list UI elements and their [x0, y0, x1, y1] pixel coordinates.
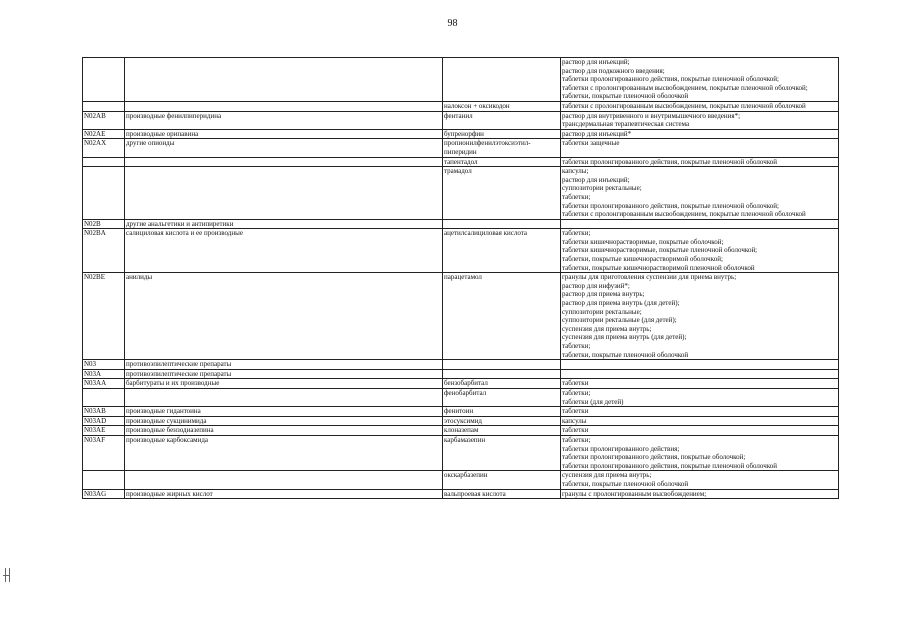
dosage-form-line: суппозитории ректальные (для детей); [562, 316, 677, 325]
group-name-cell: производные фенилпиперидина [125, 111, 443, 129]
drug-name-cell: налоксон + оксикодон [443, 101, 561, 111]
dosage-form-line: таблетки с пролонгированным высвобождением, покрытые пленочной оболочкой [562, 101, 806, 110]
dosage-form-line: таблетки, покрытые пленочной оболочкой [562, 350, 689, 359]
atc-code-cell: N02BA [83, 229, 125, 273]
dosage-forms-cell [561, 273, 839, 360]
dosage-form-line: раствор для внутривенного и внутримышечного введения*; [562, 111, 741, 120]
dosage-form-line: раствор для приема внутрь; [562, 290, 645, 299]
group-name-cell: салициловая кислота и ее производные [125, 229, 443, 273]
table-row [83, 379, 839, 389]
atc-code-cell [83, 58, 125, 102]
group-name-cell [125, 101, 443, 111]
drug-name-cell: этосуксимид [443, 416, 561, 426]
drug-name-cell: тапентадол [443, 157, 561, 167]
drug-name-cell: фенобарбитал [443, 388, 561, 406]
dosage-form-line: таблетки [562, 407, 589, 416]
atc-code-cell: N02AE [83, 129, 125, 139]
dosage-form-line: таблетки с пролонгированным высвобождением, покрытые пленочной оболочкой; [562, 83, 808, 92]
drug-name-cell: бупренорфин [443, 129, 561, 139]
dosage-form-line: таблетки; [562, 388, 591, 397]
table-row [83, 369, 839, 379]
atc-code-cell: N03AA [83, 379, 125, 389]
drug-name-cell [443, 58, 561, 102]
dosage-form-line: раствор для инъекций; [562, 58, 630, 66]
table-row [83, 139, 839, 157]
drug-name-cell [443, 219, 561, 229]
dosage-form-line: таблетки кишечнорастворимые, покрытые пленочной оболочкой; [562, 246, 758, 255]
atc-code-cell [83, 388, 125, 406]
dosage-form-line: капсулы [562, 416, 587, 425]
atc-code-cell: N03AD [83, 416, 125, 426]
dosage-form-line: таблетки (для детей) [562, 397, 624, 406]
table-row [83, 219, 839, 229]
dosage-form-line: таблетки; [562, 192, 591, 201]
table-row [83, 360, 839, 370]
dosage-form-line: таблетки; [562, 229, 591, 238]
dosage-forms-cell [561, 139, 839, 157]
drug-name-cell: вальпроевая кислота [443, 489, 561, 499]
table-row [83, 229, 839, 273]
drug-name-cell: фентанил [443, 111, 561, 129]
dosage-form-line: таблетки кишечнорастворимые, покрытые оболочкой; [562, 237, 724, 246]
group-name-cell: производные карбоксамида [125, 435, 443, 470]
table-row [83, 435, 839, 470]
group-name-cell: производные орипавина [125, 129, 443, 139]
table-row [83, 58, 839, 102]
table-body [83, 58, 839, 499]
dosage-form-line: суспензия для приема внутрь; [562, 471, 652, 480]
atc-code-cell: N03AB [83, 407, 125, 417]
dosage-form-line: таблетки пролонгированного действия; [562, 444, 680, 453]
dosage-forms-cell [561, 388, 839, 406]
dosage-form-line: таблетки пролонгированного действия, покрытые пленочной оболочкой; [562, 201, 779, 210]
dosage-forms-cell [561, 435, 839, 470]
dosage-forms-cell [561, 229, 839, 273]
dosage-form-line: капсулы; [562, 167, 589, 176]
table-row [83, 388, 839, 406]
dosage-form-line: таблетки; [562, 435, 591, 444]
drug-name-cell: парацетамол [443, 273, 561, 360]
drug-name-cell: бензобарбитал [443, 379, 561, 389]
atc-code-cell [83, 471, 125, 489]
atc-code-cell [83, 101, 125, 111]
group-name-cell [125, 471, 443, 489]
group-name-cell: анилиды [125, 273, 443, 360]
dosage-form-line: суппозитории ректальные; [562, 307, 642, 316]
atc-code-cell: N02BE [83, 273, 125, 360]
binding-mark-tick [3, 575, 10, 576]
table-row [83, 426, 839, 436]
dosage-form-line: раствор для подкожного введения; [562, 66, 665, 75]
table-row [83, 489, 839, 499]
group-name-cell: противоэпилептические препараты [125, 369, 443, 379]
table-row [83, 416, 839, 426]
dosage-form-line: таблетки защечные [562, 139, 620, 148]
dosage-form-line: таблетки пролонгированного действия, покрытые пленочной оболочкой [562, 157, 778, 166]
dosage-form-line: таблетки, покрытые кишечнорастворимой оболочкой; [562, 255, 723, 264]
dosage-form-line: раствор для инъекций* [562, 129, 632, 138]
dosage-forms-cell [561, 101, 839, 111]
page-number: 98 [447, 18, 458, 29]
dosage-form-line: суппозитории ректальные; [562, 184, 642, 193]
dosage-forms-cell [561, 157, 839, 167]
dosage-forms-cell [561, 111, 839, 129]
drug-name-cell [443, 369, 561, 379]
dosage-form-line: раствор для инъекций; [562, 175, 630, 184]
group-name-cell: противоэпилептические препараты [125, 360, 443, 370]
dosage-forms-cell [561, 58, 839, 102]
dosage-form-line: суспензия для приема внутрь; [562, 324, 652, 333]
dosage-forms-cell [561, 471, 839, 489]
atc-code-cell: N02AB [83, 111, 125, 129]
dosage-form-line: таблетки, покрытые пленочной оболочкой [562, 92, 689, 101]
dosage-form-line: таблетки, покрытые кишечнорастворимой пленочной оболочкой [562, 263, 755, 272]
dosage-form-line: таблетки [562, 379, 589, 388]
dosage-forms-cell [561, 129, 839, 139]
dosage-form-line: гранулы для приготовления суспензии для приема внутрь; [562, 273, 737, 282]
dosage-form-line: таблетки пролонгированного действия, покрытые пленочной оболочкой; [562, 75, 779, 84]
drug-name-cell: трамадол [443, 167, 561, 220]
dosage-forms-cell [561, 369, 839, 379]
dosage-forms-cell [561, 379, 839, 389]
atc-code-cell [83, 157, 125, 167]
group-name-cell [125, 388, 443, 406]
table-row [83, 471, 839, 489]
dosage-form-line: трансдермальная терапевтическая система [562, 120, 690, 129]
atc-code-cell [83, 167, 125, 220]
dosage-form-line: таблетки с пролонгированным высвобождением, покрытые пленочной оболочкой [562, 210, 806, 219]
dosage-forms-cell [561, 416, 839, 426]
group-name-cell [125, 157, 443, 167]
table-row [83, 407, 839, 417]
dosage-form-line: таблетки, покрытые пленочной оболочкой [562, 479, 689, 488]
table-row [83, 101, 839, 111]
dosage-forms-cell [561, 407, 839, 417]
dosage-forms-cell [561, 360, 839, 370]
atc-code-cell: N03AF [83, 435, 125, 470]
group-name-cell [125, 167, 443, 220]
group-name-cell: другие анальгетики и антипиретики [125, 219, 443, 229]
drug-name-cell: окскарбазепин [443, 471, 561, 489]
table-row [83, 111, 839, 129]
dosage-forms-cell [561, 426, 839, 436]
atc-code-cell: N03 [83, 360, 125, 370]
dosage-form-line: таблетки; [562, 342, 591, 350]
group-name-cell [125, 58, 443, 102]
group-name-cell: барбитураты и их производные [125, 379, 443, 389]
group-name-cell: производные гидантоина [125, 407, 443, 417]
table-row [83, 273, 839, 360]
drug-name-cell: карбамазепин [443, 435, 561, 470]
drug-name-cell: ацетилсалициловая кислота [443, 229, 561, 273]
atc-code-cell: N02B [83, 219, 125, 229]
table-row [83, 167, 839, 220]
dosage-form-line: гранулы с пролонгированным высвобождением; [562, 489, 707, 498]
table-row [83, 129, 839, 139]
atc-code-cell: N03AG [83, 489, 125, 499]
drug-list-table [82, 57, 839, 499]
group-name-cell: другие опиоиды [125, 139, 443, 157]
drug-name-cell [443, 360, 561, 370]
table-row [83, 157, 839, 167]
drug-name-cell: фенитоин [443, 407, 561, 417]
group-name-cell: производные жирных кислот [125, 489, 443, 499]
dosage-forms-cell [561, 489, 839, 499]
drug-name-cell: пропионилфенилэтоксиэтил-пиперидин [443, 139, 561, 157]
drug-name-cell: клоназепам [443, 426, 561, 436]
atc-code-cell: N03AE [83, 426, 125, 436]
atc-code-cell: N02AX [83, 139, 125, 157]
dosage-form-line: раствор для инфузий*; [562, 281, 630, 290]
group-name-cell: производные сукцинимида [125, 416, 443, 426]
dosage-forms-cell [561, 219, 839, 229]
dosage-form-line: раствор для приема внутрь (для детей); [562, 299, 680, 308]
dosage-form-line: суспензия для приема внутрь (для детей); [562, 333, 687, 342]
dosage-form-line: таблетки пролонгированного действия, покрытые оболочкой; [562, 453, 746, 462]
dosage-forms-cell [561, 167, 839, 220]
group-name-cell: производные бензодиазепина [125, 426, 443, 436]
atc-code-cell: N03A [83, 369, 125, 379]
dosage-form-line: таблетки пролонгированного действия, покрытые пленочной оболочкой [562, 461, 778, 470]
dosage-form-line: таблетки [562, 426, 589, 435]
